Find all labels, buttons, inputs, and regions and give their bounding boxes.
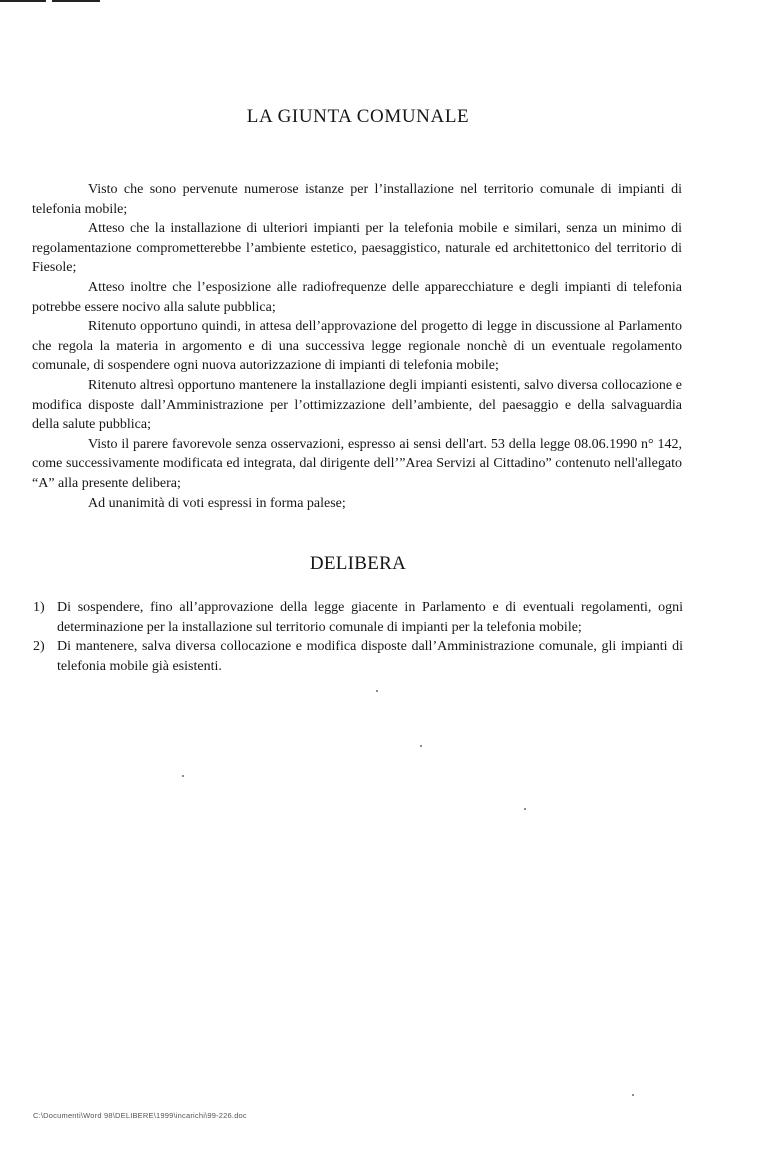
scan-speck xyxy=(376,690,378,692)
resolution-list xyxy=(33,598,683,676)
scan-speck xyxy=(524,808,526,810)
paragraph: Atteso inoltre che l’esposizione alle radiofrequenze delle apparecchiature e degli impianti di telefonia potrebbe essere nocivo alla salute pubblica; xyxy=(32,279,682,315)
paragraph: Ad unanimità di voti espressi in forma palese; xyxy=(88,495,346,511)
list-item xyxy=(33,598,683,637)
item-text: Di sospendere, fino all’approvazione della legge giacente in Parlamento e di eventuali regolamenti, ogni determinazione per la installazione sul territorio comunale di impianti per la telefonia mobile; xyxy=(57,600,683,635)
scan-speck xyxy=(420,745,422,747)
scan-border-mark xyxy=(52,0,100,2)
document-title: LA GIUNTA COMUNALE xyxy=(246,106,470,127)
paragraph: Atteso che la installazione di ulteriori impianti per la telefonia mobile e similari, senza un minimo di regolamentazione comprometterebbe l’ambiente estetico, paesaggistico, naturale ed architettonico del territorio di Fiesole; xyxy=(32,221,682,276)
item-text: Di mantenere, salva diversa collocazione e modifica disposte dall’Amministrazione comunale, gli impianti di telefonia mobile già esistenti. xyxy=(57,639,683,674)
paragraph: Visto il parere favorevole senza osservazioni, espresso ai sensi dell'art. 53 della legge 08.06.1990 n° 142, come successivamente modificata ed integrata, dal dirigente dell’”Area Servizi al Cittadino” contenuto nell'allegato “A” alla presente delibera; xyxy=(32,436,682,491)
scan-border-mark xyxy=(0,0,46,2)
paragraph: Visto che sono pervenute numerose istanze per l’installazione nel territorio comunale di impianti di telefonia mobile; xyxy=(32,182,682,217)
paragraph: Ritenuto altresì opportuno mantenere la installazione degli impianti esistenti, salvo diversa collocazione e modifica disposte dall’Amministrazione per l’ottimizzazione dell’ambiente, del paesaggio e della salvaguardia della salute pubblica; xyxy=(32,377,682,433)
item-number: 1) xyxy=(33,600,45,615)
list-item xyxy=(33,637,683,676)
file-path-footer: C:\Documenti\Word 98\DELIBERE\1999\incarichi\99-226.doc xyxy=(33,1111,247,1120)
preamble xyxy=(32,180,682,513)
section-heading: DELIBERA xyxy=(309,553,407,574)
scan-speck xyxy=(632,1094,634,1096)
item-number: 2) xyxy=(33,639,45,655)
scan-speck xyxy=(182,775,184,777)
paragraph: Ritenuto opportuno quindi, in attesa dell’approvazione del progetto di legge in discussione al Parlamento che regola la materia in argomento e di una successiva legge regionale nonchè di un eventuale regolamento comunale, di sospendere ogni nuova autorizzazione di impianti di telefonia mobile; xyxy=(32,319,682,374)
